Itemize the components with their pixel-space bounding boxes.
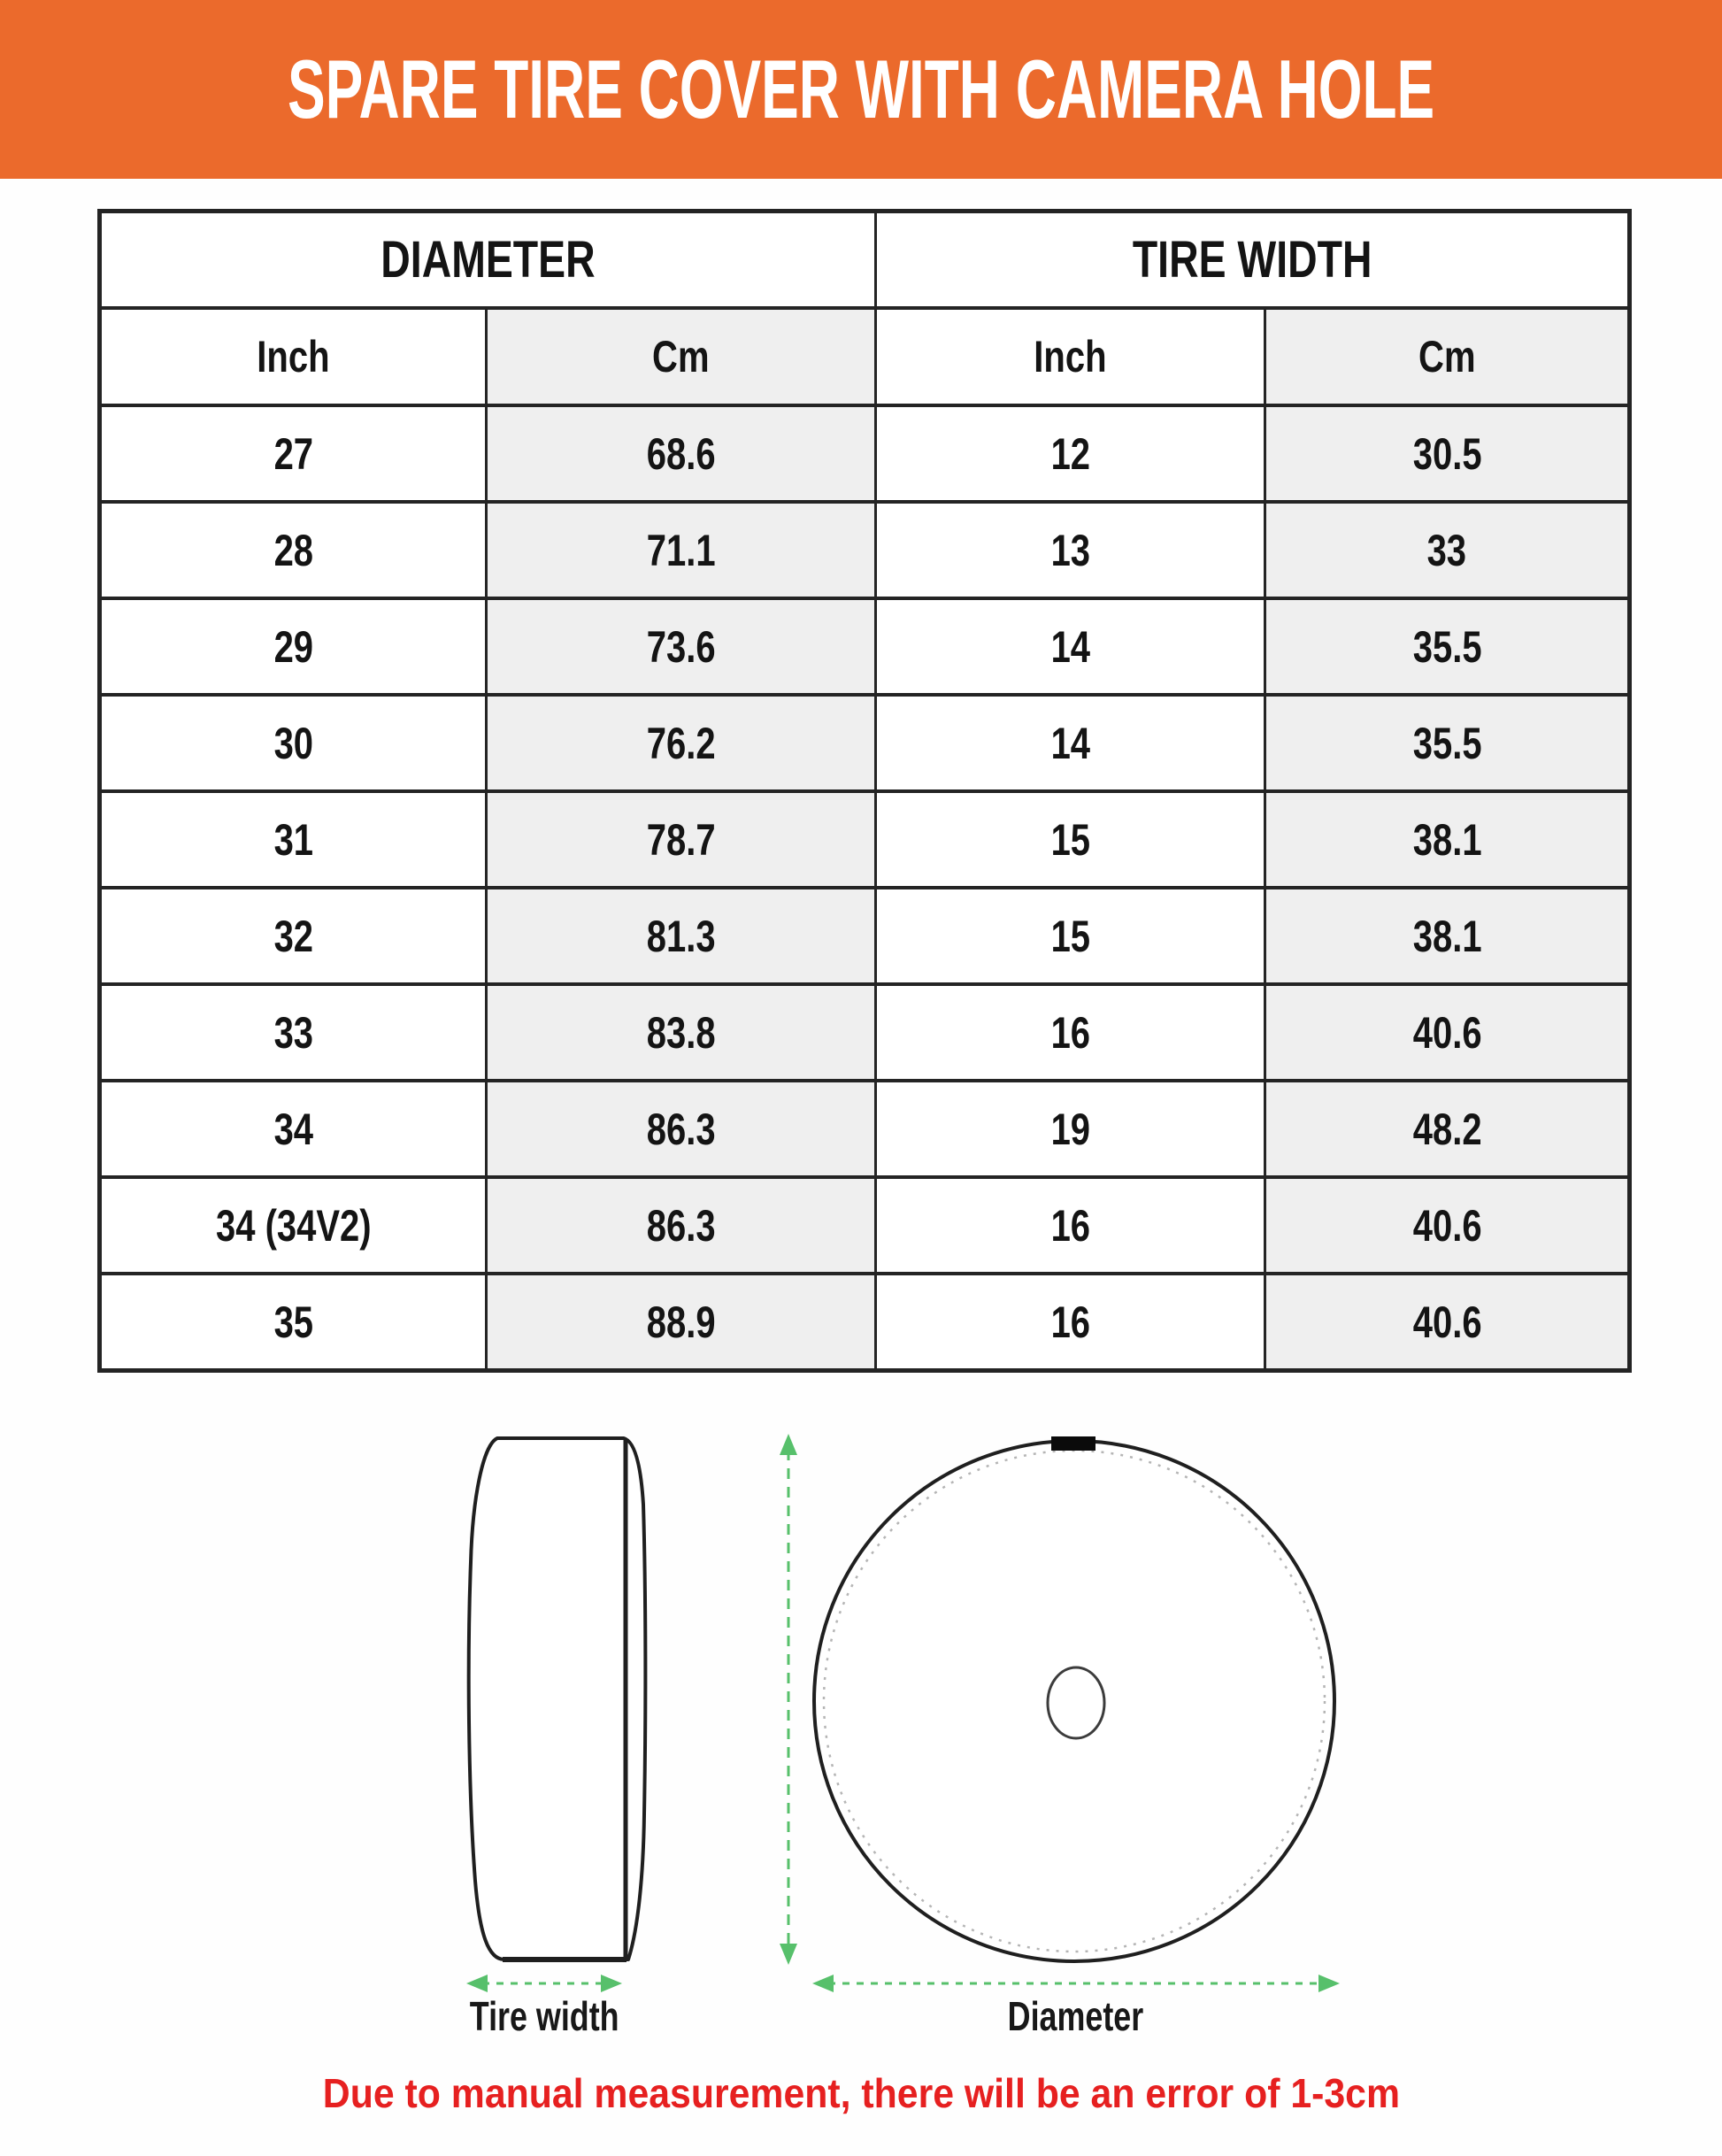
table-row <box>100 1177 1630 1274</box>
cell-value: 16 <box>1050 1007 1090 1058</box>
size-table <box>97 209 1632 1373</box>
tire-side-view <box>469 1438 646 1960</box>
table-row <box>100 598 1630 695</box>
cell-value: 73.6 <box>646 621 716 672</box>
cell-value: 33 <box>273 1007 313 1058</box>
table-row <box>100 502 1630 598</box>
table-row <box>100 984 1630 1081</box>
subheader-cm-diameter: Cm <box>487 308 875 405</box>
cell-value: 81.3 <box>646 911 716 961</box>
subheader-inch-diameter: Inch <box>100 308 487 405</box>
table-subheader-row <box>100 308 1630 405</box>
tire-width-label: Tire width <box>469 1993 619 2039</box>
cell-value: 40.6 <box>1412 1007 1482 1058</box>
cell-value: 35.5 <box>1412 718 1482 768</box>
cell-value: 40.6 <box>1412 1200 1482 1251</box>
table-row <box>100 1274 1630 1371</box>
cell-value: 68.6 <box>646 428 716 479</box>
cell-value: 14 <box>1050 718 1090 768</box>
subheader-inch-width: Inch <box>875 308 1265 405</box>
cell-value: 86.3 <box>646 1200 716 1251</box>
cell-value: 16 <box>1050 1297 1090 1347</box>
cell-value: 38.1 <box>1412 911 1482 961</box>
cell-value: 27 <box>273 428 313 479</box>
cell-value: 15 <box>1050 814 1090 865</box>
cell-value: 16 <box>1050 1200 1090 1251</box>
cell-value: 76.2 <box>646 718 716 768</box>
title-banner <box>0 0 1722 179</box>
table-row <box>100 695 1630 791</box>
table-row <box>100 1081 1630 1177</box>
cell-value: 35.5 <box>1412 621 1482 672</box>
camera-hole <box>1048 1667 1104 1738</box>
cell-value: 40.6 <box>1412 1297 1482 1347</box>
cell-value: 31 <box>273 814 313 865</box>
cell-value: 30 <box>273 718 313 768</box>
cell-value: 83.8 <box>646 1007 716 1058</box>
cell-value: 13 <box>1050 525 1090 575</box>
measurement-note: Due to manual measurement, there will be an error of 1-3cm <box>322 2070 1400 2116</box>
cell-value: 33 <box>1426 525 1467 575</box>
cell-value: 78.7 <box>646 814 716 865</box>
cell-value: 19 <box>1050 1104 1090 1154</box>
table-row <box>100 405 1630 502</box>
group-header-tire-width <box>875 212 1629 309</box>
cell-value: 88.9 <box>646 1297 716 1347</box>
cell-value: 15 <box>1050 911 1090 961</box>
cell-value: 38.1 <box>1412 814 1482 865</box>
page-title: SPARE TIRE COVER WITH CAMERA HOLE <box>287 42 1435 135</box>
cell-value: 35 <box>273 1297 313 1347</box>
table-row <box>100 888 1630 984</box>
tire-cover-diagram <box>398 1398 1389 2018</box>
cell-value: 32 <box>273 911 313 961</box>
diameter-vertical-arrow <box>780 1434 797 1965</box>
cell-value: 48.2 <box>1412 1104 1482 1154</box>
cell-value: 34 <box>273 1104 313 1154</box>
cell-value: 29 <box>273 621 313 672</box>
table-group-header-row <box>100 212 1630 309</box>
cell-value: 30.5 <box>1412 428 1482 479</box>
diameter-label: Diameter <box>1007 1993 1143 2039</box>
strap-tab <box>1051 1436 1095 1451</box>
group-header-tire-width-label: TIRE WIDTH <box>1132 231 1372 289</box>
table-row <box>100 791 1630 888</box>
cell-value: 86.3 <box>646 1104 716 1154</box>
cell-value: 34 (34V2) <box>215 1200 372 1251</box>
tire-front-view <box>814 1436 1334 1961</box>
group-header-diameter-label: DIAMETER <box>381 231 596 289</box>
cell-value: 12 <box>1050 428 1090 479</box>
subheader-cm-width: Cm <box>1265 308 1630 405</box>
group-header-diameter <box>100 212 876 309</box>
cell-value: 71.1 <box>646 525 716 575</box>
cell-value: 14 <box>1050 621 1090 672</box>
cell-value: 28 <box>273 525 313 575</box>
